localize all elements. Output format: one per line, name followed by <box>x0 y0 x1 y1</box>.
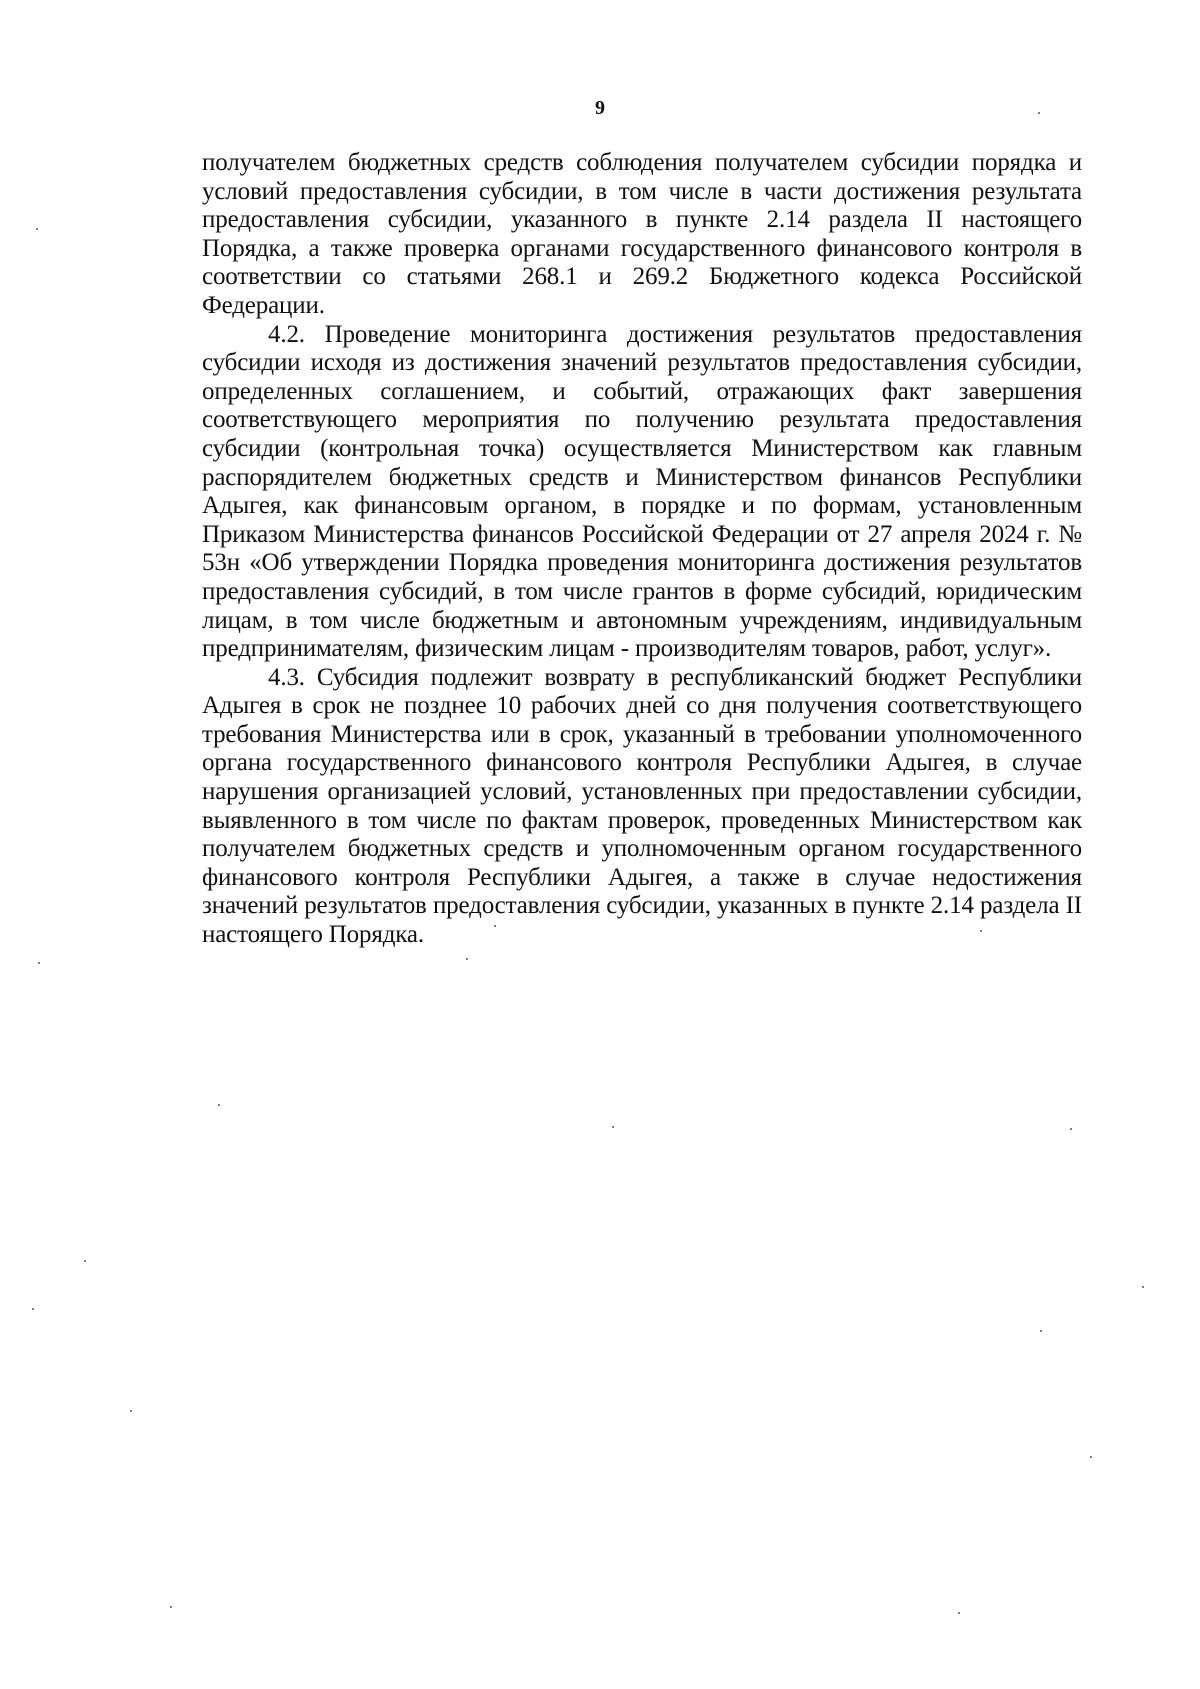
scan-speck <box>958 1612 960 1614</box>
scan-speck <box>1070 1128 1072 1130</box>
scan-speck <box>1090 1456 1092 1458</box>
scan-speck <box>612 1126 614 1128</box>
scan-speck <box>980 930 982 932</box>
document-body <box>202 149 1082 950</box>
scan-speck <box>36 228 38 230</box>
paragraph-4-2: 4.2. Проведение мониторинга достижения результатов предоставления субсидии исходя из достижения значений результатов предоставления субсидии, определенных соглашением, и событий, отражающих факт завершения соответствующего мероприятия по получению результата предоставления субсидии (контрольная точка) осуществляется Министерством как главным распорядителем бюджетных средств и Министерством финансов Республики Адыгея, как финансовым органом, в порядке и по формам, установленным Приказом Министерства финансов Российской Федерации от 27 апреля 2024 г. № 53н «Об утверждении Порядка проведения мониторинга достижения результатов предоставления субсидий, в том числе грантов в форме субсидий, юридическим лицам, в том числе бюджетным и автономным учреждениям, индивидуальным предпринимателям, физическим лицам - производителям товаров, работ, услуг». <box>202 320 1082 663</box>
paragraph-continuation: получателем бюджетных средств соблюдения получателем субсидии порядка и условий предоставления субсидии, в том числе в части достижения результата предоставления субсидии, указанного в пункте 2.14 раздела II настоящего Порядка, а также проверка органами государственного финансового контроля в соответствии со статьями 268.1 и 269.2 Бюджетного кодекса Российской Федерации. <box>202 149 1082 319</box>
scan-speck <box>32 1308 34 1310</box>
scan-speck <box>1038 112 1040 114</box>
page-number: 9 <box>595 97 605 119</box>
scan-speck <box>170 1606 172 1608</box>
paragraph-4-3: 4.3. Субсидия подлежит возврату в республиканский бюджет Республики Адыгея в срок не позднее 10 рабочих дней со дня получения соответствующего требования Министерства или в срок, указанный в требовании уполномоченного органа государственного финансового контроля Республики Адыгея, в случае нарушения организацией условий, установленных при предоставлении субсидии, выявленного в том числе по фактам проверок, проведенных Министерством как получателем бюджетных средств и уполномоченным органом государственного финансового контроля Республики Адыгея, а также в случае недостижения значений результатов предоставления субсидии, указанных в пункте 2.14 раздела II настоящего Порядка. <box>202 663 1082 949</box>
scan-speck <box>38 962 40 964</box>
scan-speck <box>1142 1286 1144 1288</box>
scan-speck <box>130 1410 132 1412</box>
scan-speck <box>466 958 468 960</box>
scan-speck <box>84 1260 86 1262</box>
scan-speck <box>494 925 496 927</box>
scan-speck <box>218 1104 220 1106</box>
scan-speck <box>1040 1330 1042 1332</box>
